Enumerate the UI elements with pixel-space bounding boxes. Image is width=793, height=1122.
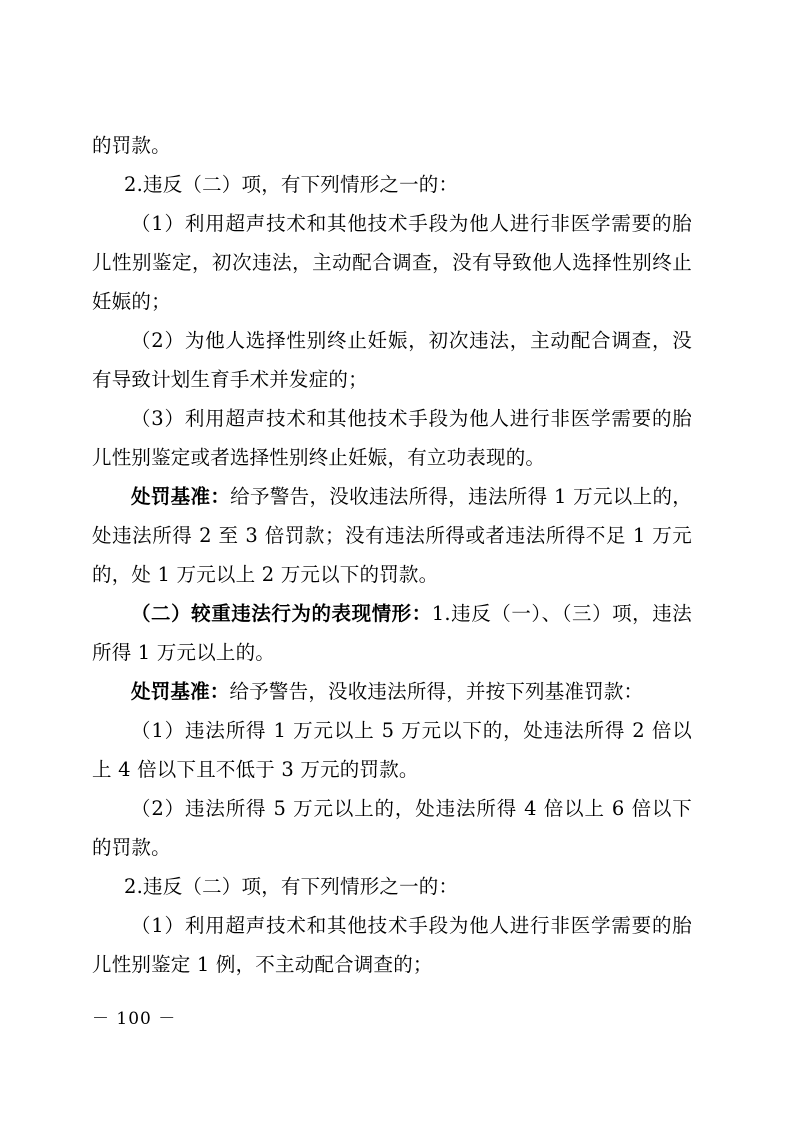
paragraph-text: 1.违反（一）、（三）项，违法所得 1 万元以上的。 [92,602,692,664]
paragraph-text: 给予警告，没收违法所得，违法所得 1 万元以上的，处违法所得 2 至 3 倍罚款；没有违法所得或者违法所得不足 1 万元的，处 1 万元以上 2 万元以下的罚款。 [92,485,692,586]
paragraph-heading: 处罚基准： [131,680,230,703]
paragraph [92,477,692,594]
paragraph [92,672,692,711]
paragraph [92,165,692,204]
paragraph [92,906,692,984]
paragraph [92,711,692,789]
paragraph-text: 的罚款。 [92,134,171,157]
paragraph-text: （2）违法所得 5 万元以上的，处违法所得 4 倍以上 6 倍以下的罚款。 [92,797,692,859]
paragraph [92,594,692,672]
paragraph-text: （2）为他人选择性别终止妊娠，初次违法，主动配合调查，没有导致计划生育手术并发症的； [92,329,692,391]
page-number: － 100 － [92,1009,177,1029]
document-body [92,126,692,984]
paragraph-text: 2.违反（二）项，有下列情形之一的： [124,875,459,898]
paragraph-text: 给予警告，没收违法所得，并按下列基准罚款： [229,680,644,703]
paragraph-text: （1）违法所得 1 万元以上 5 万元以下的，处违法所得 2 倍以上 4 倍以下且不低于 3 万元的罚款。 [92,719,692,781]
paragraph [92,126,692,165]
paragraph-text: 2.违反（二）项，有下列情形之一的： [124,173,459,196]
paragraph [92,399,692,477]
paragraph [92,321,692,399]
paragraph-heading: （二）较重违法行为的表现情形： [131,602,432,625]
paragraph-text: （1）利用超声技术和其他技术手段为他人进行非医学需要的胎儿性别鉴定，初次违法，主动配合调查，没有导致他人选择性别终止妊娠的； [92,212,692,313]
paragraph-heading: 处罚基准： [131,485,231,508]
paragraph [92,789,692,867]
paragraph-text: （1）利用超声技术和其他技术手段为他人进行非医学需要的胎儿性别鉴定 1 例，不主动配合调查的； [92,914,692,976]
paragraph-text: （3）利用超声技术和其他技术手段为他人进行非医学需要的胎儿性别鉴定或者选择性别终止妊娠，有立功表现的。 [92,407,692,469]
paragraph [92,867,692,906]
paragraph [92,204,692,321]
